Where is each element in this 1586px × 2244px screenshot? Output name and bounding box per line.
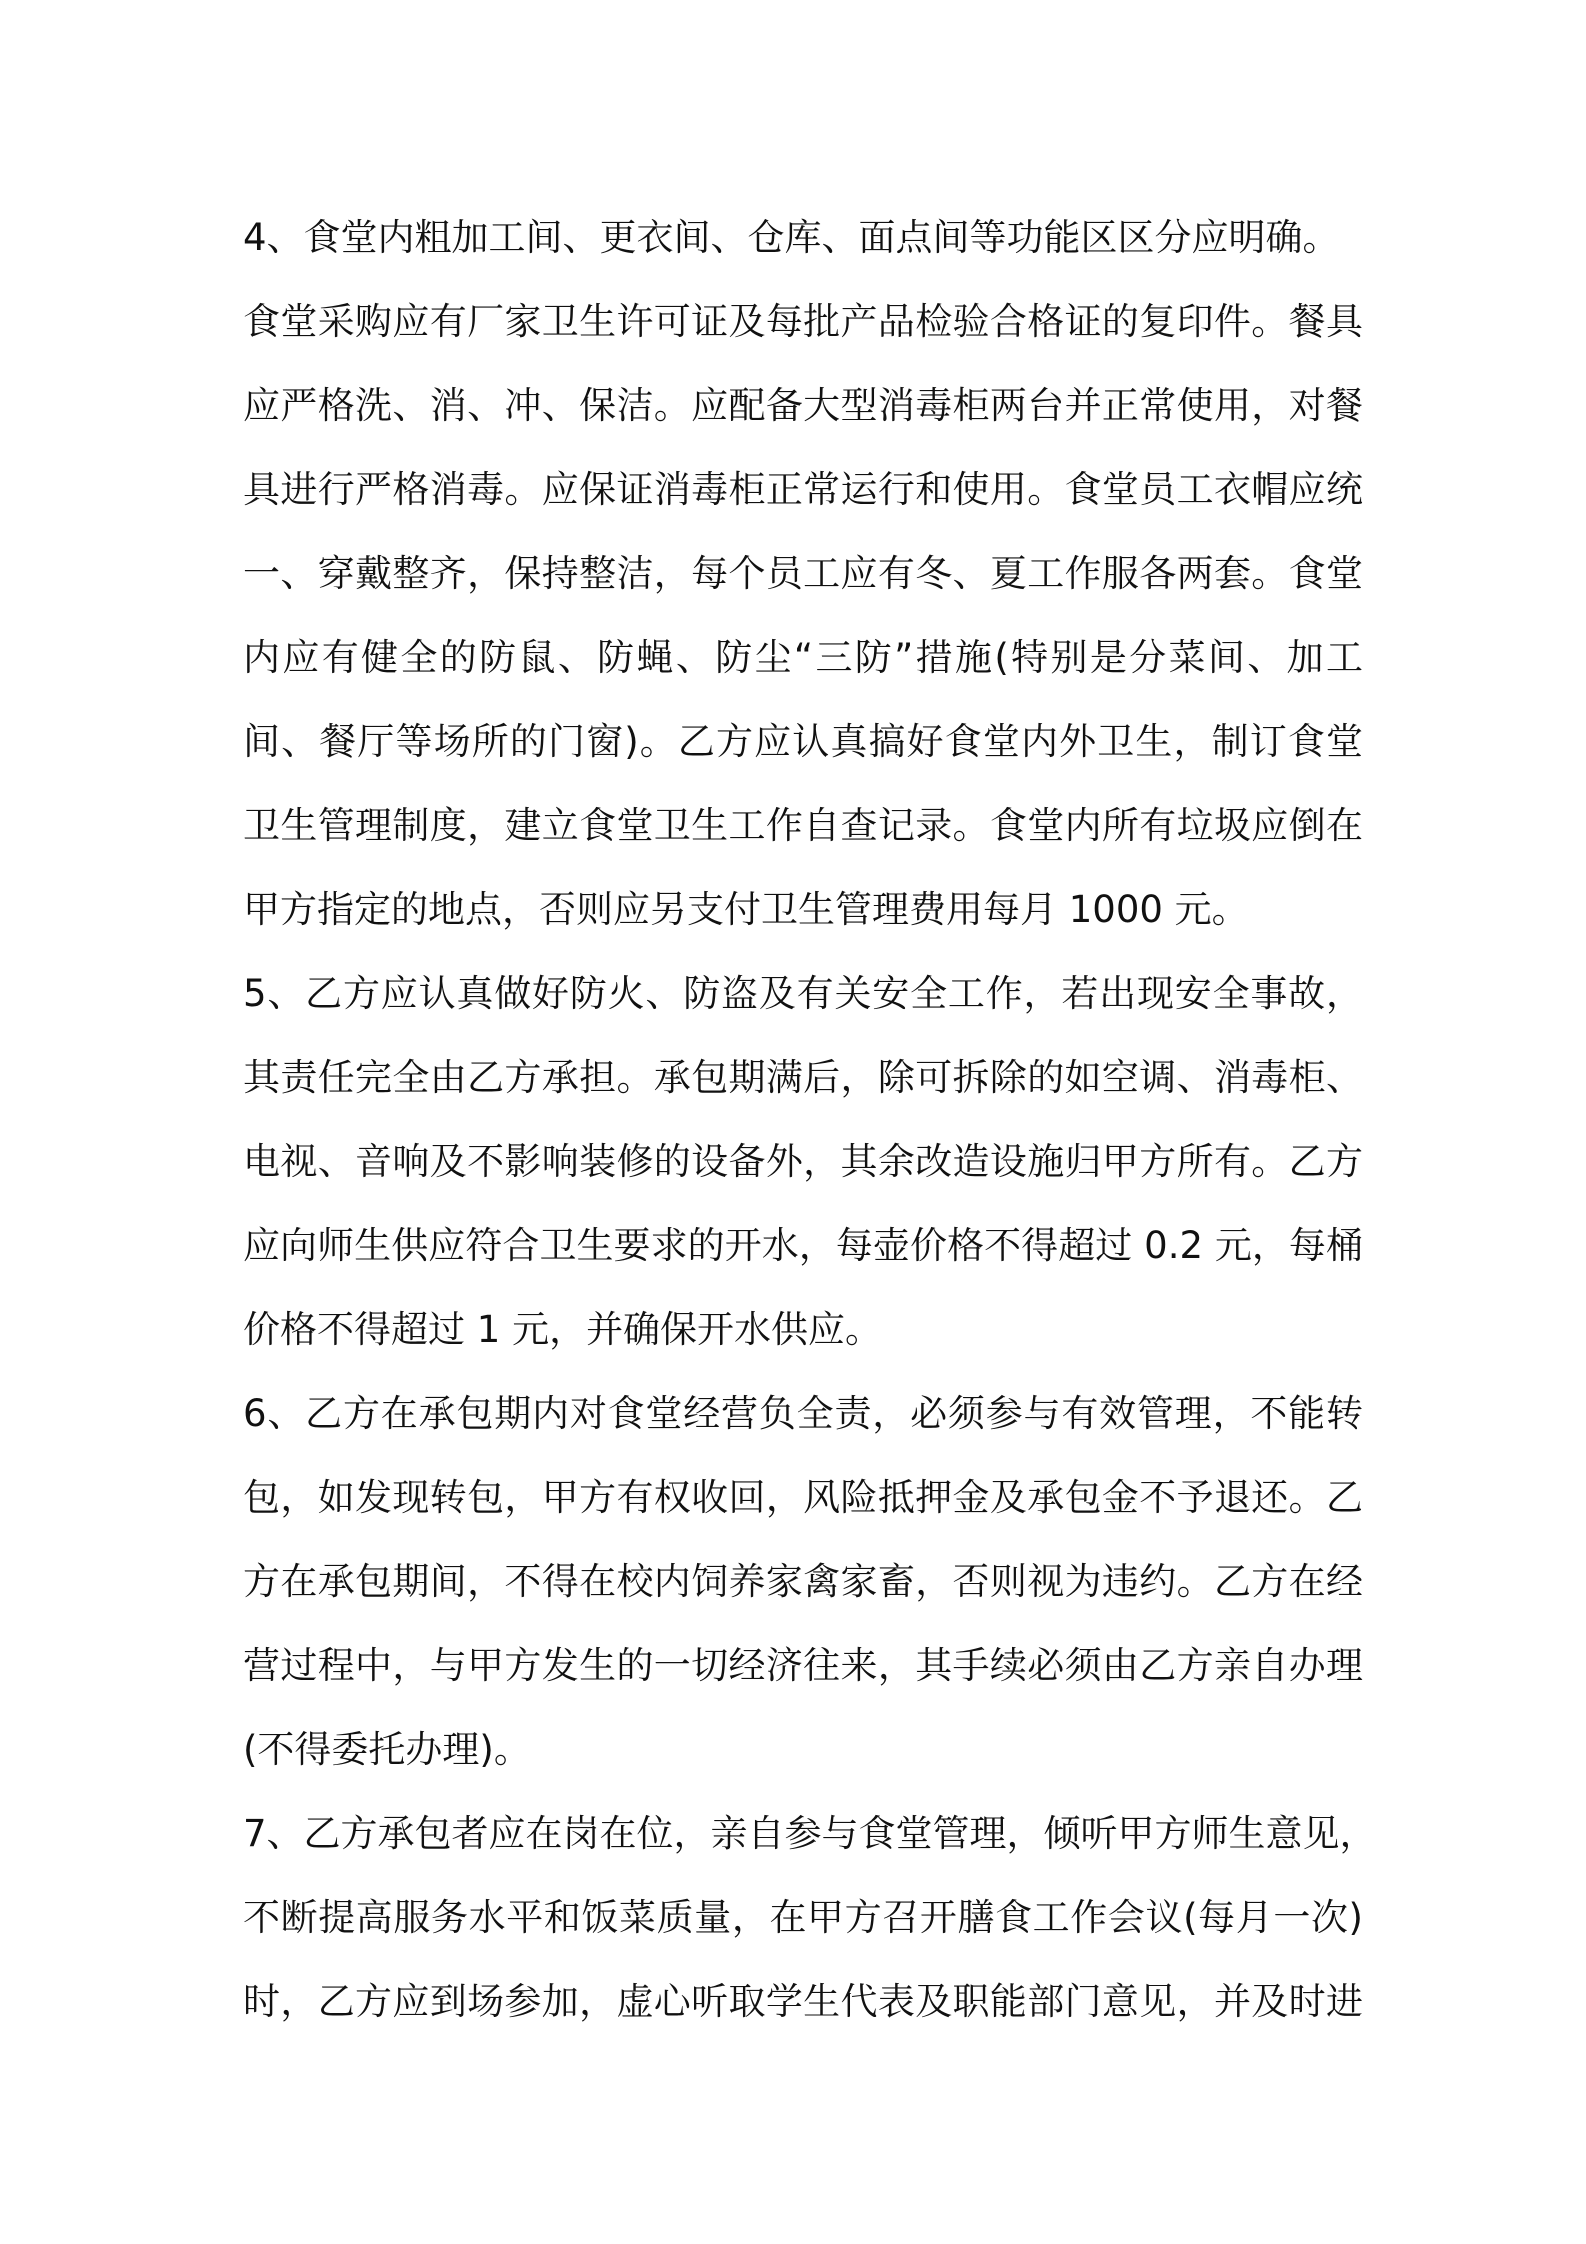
paragraph-7-line-1: 7、乙方承包者应在岗在位，亲自参与食堂管理，倾听甲方师生意见， (243, 1812, 1377, 1855)
paragraph-6-line-2: 包，如发现转包，甲方有权收回，风险抵押金及承包金不予退还。乙 (243, 1476, 1363, 1519)
paragraph-5-line-3: 电视、音响及不影响装修的设备外，其余改造设施归甲方所有。乙方 (243, 1140, 1363, 1183)
paragraph-4-line-6: 内应有健全的防鼠、防蝇、防尘“三防”措施(特别是分菜间、加工 (243, 636, 1363, 679)
paragraph-6-line-4: 营过程中，与甲方发生的一切经济往来，其手续必须由乙方亲自办理 (243, 1644, 1363, 1687)
paragraph-6-line-3: 方在承包期间，不得在校内饲养家禽家畜，否则视为违约。乙方在经 (243, 1560, 1363, 1603)
paragraph-5-line-4: 应向师生供应符合卫生要求的开水，每壶价格不得超过 0.2 元，每桶 (243, 1224, 1363, 1267)
paragraph-4-line-4: 具进行严格消毒。应保证消毒柜正常运行和使用。食堂员工衣帽应统 (243, 468, 1363, 511)
paragraph-7-line-2: 不断提高服务水平和饭菜质量，在甲方召开膳食工作会议(每月一次) (243, 1896, 1363, 1939)
document-body (243, 196, 1377, 2044)
paragraph-4-line-2: 食堂采购应有厂家卫生许可证及每批产品检验合格证的复印件。餐具 (243, 300, 1363, 343)
paragraph-5-line-1: 5、乙方应认真做好防火、防盗及有关安全工作，若出现安全事故， (243, 972, 1363, 1015)
paragraph-4-line-9: 甲方指定的地点，否则应另支付卫生管理费用每月 1000 元。 (243, 888, 1249, 931)
paragraph-6-line-5: (不得委托办理)。 (243, 1728, 531, 1771)
paragraph-5-line-2: 其责任完全由乙方承担。承包期满后，除可拆除的如空调、消毒柜、 (243, 1056, 1363, 1099)
paragraph-4-line-8: 卫生管理制度，建立食堂卫生工作自查记录。食堂内所有垃圾应倒在 (243, 804, 1363, 847)
paragraph-6-line-1: 6、乙方在承包期内对食堂经营负全责，必须参与有效管理，不能转 (243, 1392, 1363, 1435)
paragraph-4-line-7: 间、餐厅等场所的门窗)。乙方应认真搞好食堂内外卫生，制订食堂 (243, 720, 1363, 763)
paragraph-4-line-3: 应严格洗、消、冲、保洁。应配备大型消毒柜两台并正常使用，对餐 (243, 384, 1363, 427)
paragraph-7-line-3: 时，乙方应到场参加，虚心听取学生代表及职能部门意见，并及时进 (243, 1980, 1363, 2023)
paragraph-4-line-1: 4、食堂内粗加工间、更衣间、仓库、面点间等功能区区分应明确。 (243, 216, 1340, 259)
paragraph-4-line-5: 一、穿戴整齐，保持整洁，每个员工应有冬、夏工作服各两套。食堂 (243, 552, 1363, 595)
paragraph-5-line-5: 价格不得超过 1 元，并确保开水供应。 (243, 1308, 883, 1351)
